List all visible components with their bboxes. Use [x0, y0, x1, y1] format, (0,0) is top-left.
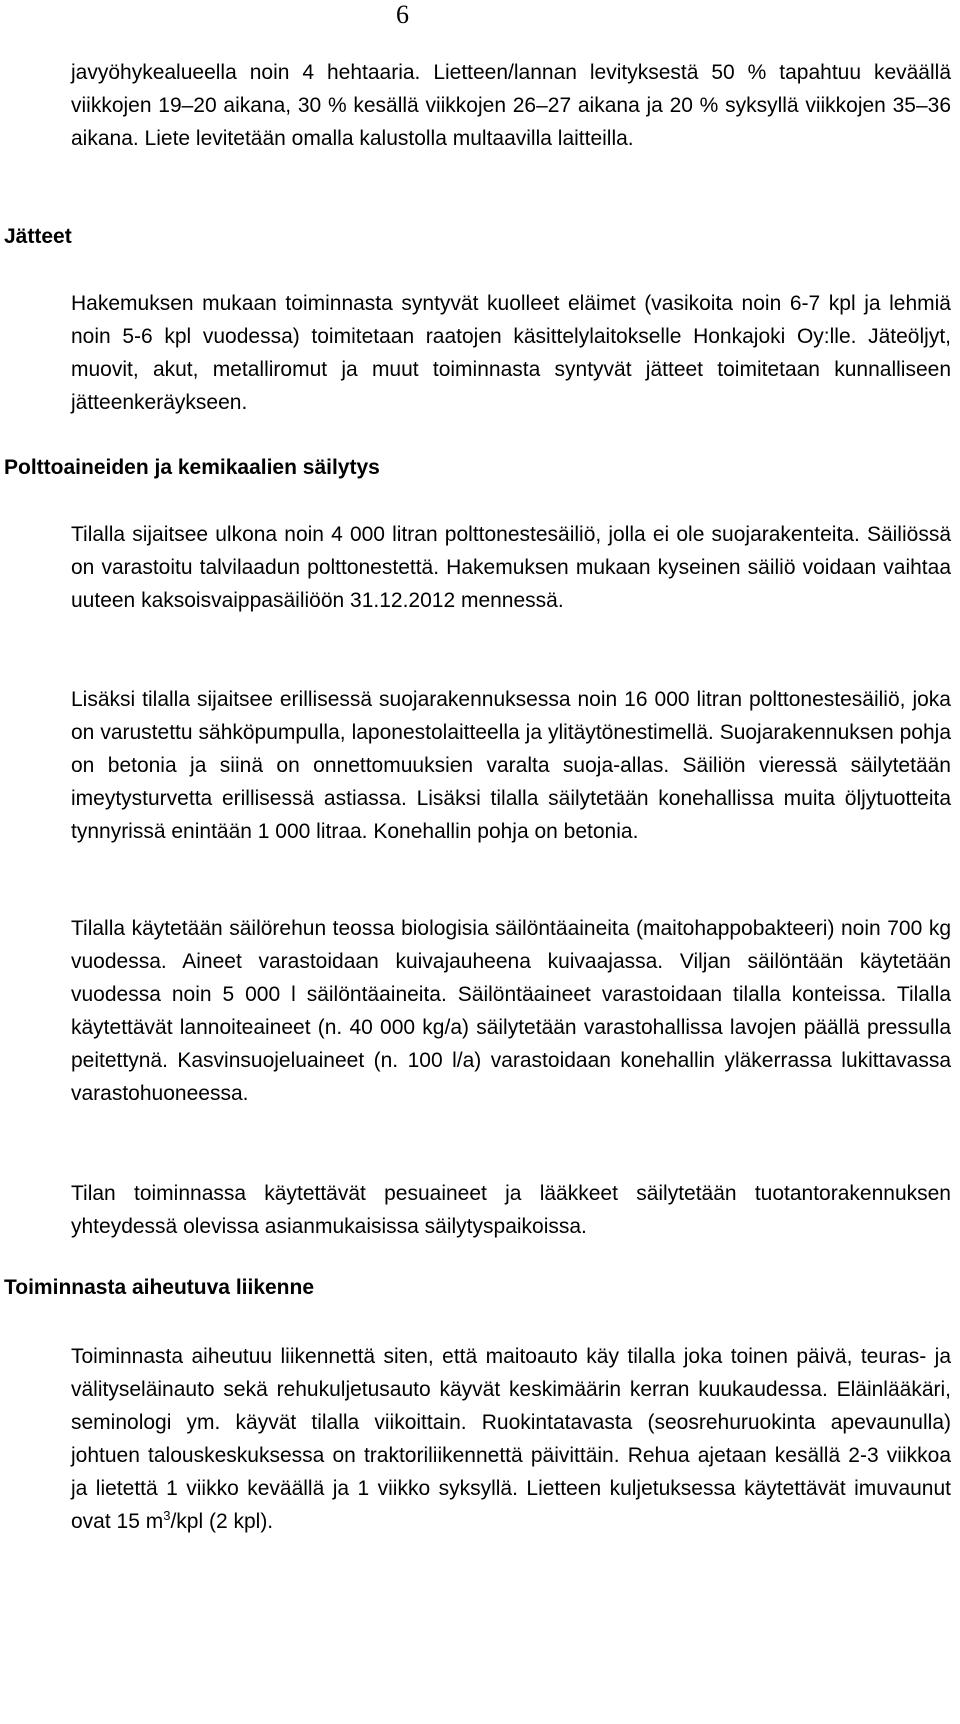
section-heading-jatteet: Jätteet	[4, 225, 72, 248]
cubic-superscript: 3	[163, 1508, 171, 1523]
polttoaineet-paragraph-2: Lisäksi tilalla sijaitsee erillisessä suojarakennuksessa noin 16 000 litran polttonestesäiliö, joka on varustettu sähköpumpulla, laponestolaitteella ja ylitäytönestimellä. Suojarakennuksen pohja on betonia ja siinä on onnettomuuksien varalta suoja-allas. Säiliön vieressä säilytetään imeytysturvetta erillisessä astiassa. Lisäksi tilalla säilytetään konehallissa muita öljytuotteita tynnyrissä enintään 1 000 litraa. Konehallin pohja on betonia.	[71, 688, 951, 843]
polttoaineet-paragraph-1: Tilalla sijaitsee ulkona noin 4 000 litran polttonestesäiliö, jolla ei ole suojarakenteita. Säiliössä on varastoitu talvilaadun polttonestettä. Hakemuksen mukaan kyseinen säiliö voidaan vaihtaa uuteen kaksoisvaippasäiliöön 31.12.2012 mennessä.	[71, 523, 951, 612]
page-number: 6	[396, 0, 409, 29]
intro-paragraph: javyöhykealueella noin 4 hehtaaria. Lietteen/lannan levityksestä 50 % tapahtuu keväällä viikkojen 19–20 aikana, 30 % kesällä viikkojen 26–27 aikana ja 20 % syksyllä viikkojen 35–36 aikana. Liete levitetään omalla kalustolla multaavilla laitteilla.	[71, 61, 951, 150]
polttoaineet-paragraph-3: Tilalla käytetään säilörehun teossa biologisia säilöntäaineita (maitohappobakteeri) noin 700 kg vuodessa. Aineet varastoidaan kuivajauheena kuivaajassa. Viljan säilöntään käytetään vuodessa noin 5 000 l säilöntäaineita. Säilöntäaineet varastoidaan tilalla konteissa. Tilalla käytettävät lannoiteaineet (n. 40 000 kg/a) säilytetään varastohallissa lavojen päällä pressulla peitettynä. Kasvinsuojeluaineet (n. 100 l/a) varastoidaan konehallin yläkerrassa lukittavassa varastohuoneessa.	[71, 917, 951, 1105]
section-heading-polttoaineet: Polttoaineiden ja kemikaalien säilytys	[4, 456, 380, 479]
jatteet-paragraph: Hakemuksen mukaan toiminnasta syntyvät kuolleet eläimet (vasikoita noin 6-7 kpl ja lehmiä noin 5-6 kpl vuodessa) toimitetaan raatojen käsittelylaitokselle Honkajoki Oy:lle. Jäteöljyt, muovit, akut, metalliromut ja muut toiminnasta syntyvät jätteet toimitetaan kunnalliseen jätteenkeräykseen.	[71, 292, 951, 414]
polttoaineet-paragraph-4: Tilan toiminnassa käytettävät pesuaineet ja lääkkeet säilytetään tuotantorakennuksen yhteydessä olevissa asianmukaisissa säilytyspaikoissa.	[71, 1182, 951, 1238]
liikenne-text-main: Toiminnasta aiheutuu liikennettä siten, että maitoauto käy tilalla joka toinen päivä, teuras- ja välityseläinauto sekä rehukuljetusauto käyvät keskimäärin kerran kuukaudessa. Eläinlääkäri, seminologi ym. käyvät tilalla viikoittain. Ruokintatavasta (seosrehuruokinta apevaunulla) johtuen talouskeskuksessa on traktoriliikennettä päivittäin. Rehua ajetaan kesällä 2-3 viikkoa ja lietettä 1 viikko keväällä ja 1 viikko syksyllä. Lietteen kuljetuksessa käytettävät imuvaunut ovat 15 m	[71, 1345, 951, 1533]
section-heading-liikenne: Toiminnasta aiheutuva liikenne	[4, 1276, 315, 1299]
liikenne-text-end: /kpl (2 kpl).	[170, 1510, 274, 1533]
liikenne-paragraph	[71, 1340, 951, 1538]
